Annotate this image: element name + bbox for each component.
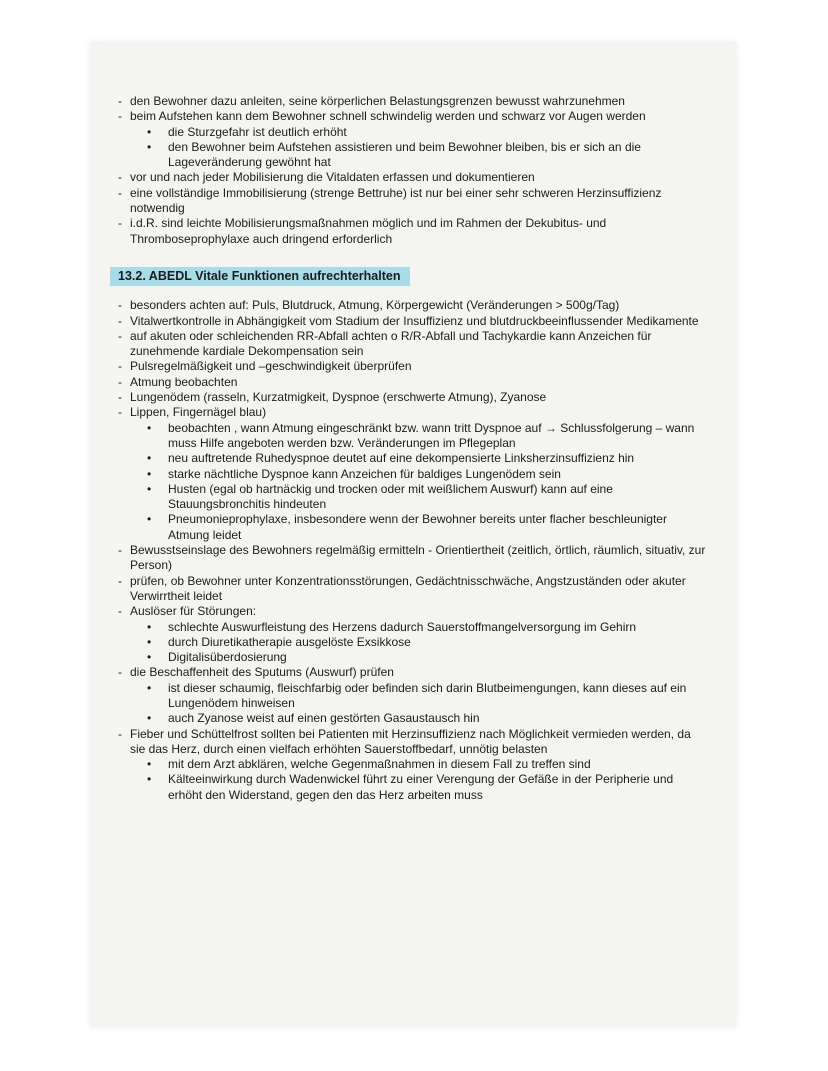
bullet-sub-item: • beobachten , wann Atmung eingeschränkt bzw. wann tritt Dyspnoe auf → Schlussfolgerung – wann muss Hilfe angeboten werden bzw. Veränderungen im Pflegeplan: [116, 421, 706, 452]
section-gap: [116, 247, 706, 265]
bullet-sub-item: • Digitalisüberdosierung: [116, 650, 706, 665]
bullet-sub-item: • ist dieser schaumig, fleischfarbig oder befinden sich darin Blutbeimengungen, kann dieses auf ein Lungenödem hinweisen: [116, 681, 706, 712]
dash-list-item: - Lippen, Fingernägel blau): [116, 405, 706, 420]
dash-list-item: - Pulsregelmäßigkeit und –geschwindigkeit überprüfen: [116, 359, 706, 374]
dash-list-item: - Atmung beobachten: [116, 375, 706, 390]
document-content: [116, 94, 706, 803]
bullet-sub-item: • mit dem Arzt abklären, welche Gegenmaßnahmen in diesem Fall zu treffen sind: [116, 757, 706, 772]
bullet-sub-item: • durch Diuretikatherapie ausgelöste Exsikkose: [116, 635, 706, 650]
dash-list-item: - besonders achten auf: Puls, Blutdruck, Atmung, Körpergewicht (Veränderungen > 500g/Tag): [116, 298, 706, 313]
dash-list-item: - Fieber und Schüttelfrost sollten bei Patienten mit Herzinsuffizienz nach Möglichkeit vermieden werden, da sie das Herz, durch einen vielfach erhöhten Sauerstoffbedarf, unnötig belasten: [116, 727, 706, 758]
top-bullet-list: [116, 94, 706, 247]
dash-list-item: - eine vollständige Immobilisierung (strenge Bettruhe) ist nur bei einer sehr schweren Herzinsuffizienz notwendig: [116, 186, 706, 217]
bullet-sub-item: • Pneumonieprophylaxe, insbesondere wenn der Bewohner bereits unter flacher beschleunigter Atmung leidet: [116, 512, 706, 543]
bullet-sub-item: • Kälteeinwirkung durch Wadenwickel führt zu einer Verengung der Gefäße in der Peripherie und erhöht den Widerstand, gegen den das Herz arbeiten muss: [116, 772, 706, 803]
bullet-sub-item: • starke nächtliche Dyspnoe kann Anzeichen für baldiges Lungenödem sein: [116, 467, 706, 482]
bullet-sub-item: • Husten (egal ob hartnäckig und trocken oder mit weißlichem Auswurf) kann auf eine Stauungsbronchitis hindeuten: [116, 482, 706, 513]
bullet-sub-item: • auch Zyanose weist auf einen gestörten Gasaustausch hin: [116, 711, 706, 726]
dash-list-item: - prüfen, ob Bewohner unter Konzentrationsstörungen, Gedächtnisschwäche, Angstzuständen oder akuter Verwirrtheit leidet: [116, 574, 706, 605]
section-heading-wrap: [110, 267, 706, 286]
dash-list-item: - die Beschaffenheit des Sputums (Auswurf) prüfen: [116, 665, 706, 680]
dash-list-item: - i.d.R. sind leichte Mobilisierungsmaßnahmen möglich und im Rahmen der Dekubitus- und Thromboseprophylaxe auch dringend erforderlich: [116, 216, 706, 247]
section-bullet-list: [116, 298, 706, 803]
dash-list-item: - auf akuten oder schleichenden RR-Abfall achten o R/R-Abfall und Tachykardie kann Anzeichen für zunehmende kardiale Dekompensation sein: [116, 329, 706, 360]
bullet-sub-item: • die Sturzgefahr ist deutlich erhöht: [116, 125, 706, 140]
dash-list-item: - Auslöser für Störungen:: [116, 604, 706, 619]
dash-list-item: - Lungenödem (rasseln, Kurzatmigkeit, Dyspnoe (erschwerte Atmung), Zyanose: [116, 390, 706, 405]
dash-list-item: - vor und nach jeder Mobilisierung die Vitaldaten erfassen und dokumentieren: [116, 170, 706, 185]
bullet-sub-item: • schlechte Auswurfleistung des Herzens dadurch Sauerstoffmangelversorgung im Gehirn: [116, 620, 706, 635]
section-heading: 13.2. ABEDL Vitale Funktionen aufrechterhalten: [110, 267, 410, 286]
dash-list-item: - beim Aufstehen kann dem Bewohner schnell schwindelig werden und schwarz vor Augen werden: [116, 109, 706, 124]
bullet-sub-item: • neu auftretende Ruhedyspnoe deutet auf eine dekompensierte Linksherzinsuffizienz hin: [116, 451, 706, 466]
bullet-sub-item: • den Bewohner beim Aufstehen assistieren und beim Bewohner bleiben, bis er sich an die Lageveränderung gewöhnt hat: [116, 140, 706, 171]
dash-list-item: - Vitalwertkontrolle in Abhängigkeit vom Stadium der Insuffizienz und blutdruckbeeinflussender Medikamente: [116, 314, 706, 329]
dash-list-item: - Bewusstseinslage des Bewohners regelmäßig ermitteln - Orientiertheit (zeitlich, örtlich, räumlich, situativ, zur Person): [116, 543, 706, 574]
dash-list-item: - den Bewohner dazu anleiten, seine körperlichen Belastungsgrenzen bewusst wahrzunehmen: [116, 94, 706, 109]
